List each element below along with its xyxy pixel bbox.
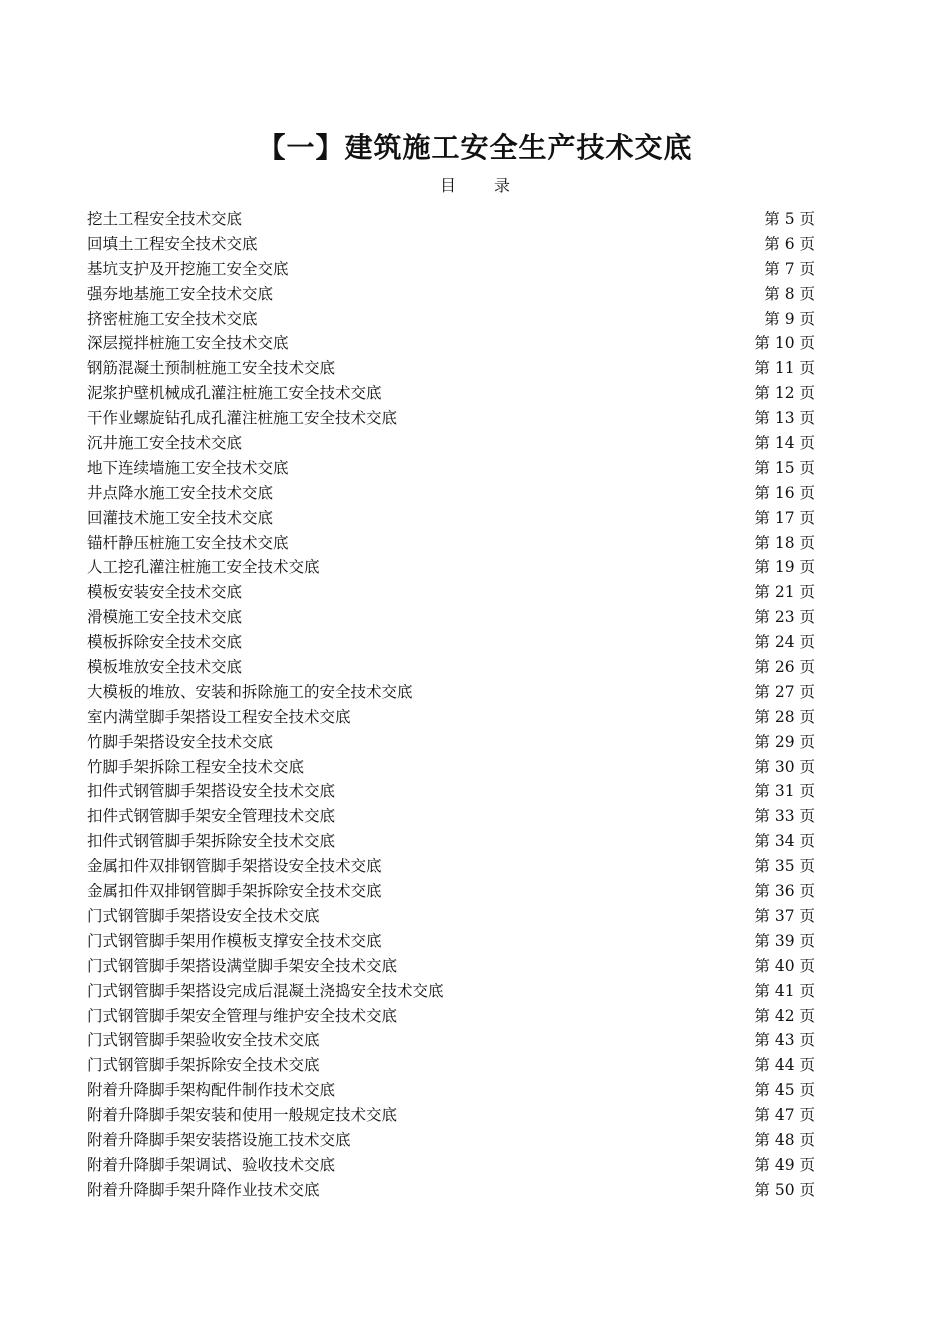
toc-entry-title: 人工挖孔灌注桩施工安全技术交底: [87, 558, 320, 577]
toc-entry-page: 第 28 页: [754, 707, 815, 726]
toc-entry-title: 挖土工程安全技术交底: [87, 210, 243, 228]
toc-entry[interactable]: [87, 257, 815, 282]
toc-entry-title: 沉井施工安全技术交底: [87, 434, 243, 453]
toc-entry[interactable]: [87, 1028, 815, 1053]
toc-entry[interactable]: [87, 506, 815, 531]
toc-heading-left: 目: [439, 176, 456, 195]
toc-entry-page: 第 15 页: [754, 458, 815, 477]
toc-entry-page: 第 47 页: [754, 1106, 815, 1125]
toc-entry-page: 第 17 页: [754, 508, 815, 527]
toc-entry-title: 大模板的堆放、安装和拆除施工的安全技术交底: [87, 682, 413, 701]
toc-entry[interactable]: [87, 207, 815, 232]
toc-entry-title: 模板拆除安全技术交底: [87, 633, 243, 652]
toc-entry[interactable]: [87, 1128, 815, 1153]
toc-entry[interactable]: [87, 804, 815, 829]
toc-entry[interactable]: [87, 381, 815, 406]
toc-entry-page: 第 45 页: [754, 1081, 815, 1100]
toc-entry-title: 回填土工程安全技术交底: [87, 234, 258, 253]
toc-entry-title: 模板安装安全技术交底: [87, 583, 243, 602]
toc-entry-page: 第 27 页: [754, 682, 815, 701]
toc-entry[interactable]: [87, 1103, 815, 1128]
toc-heading-right: 录: [494, 176, 511, 195]
toc-entry[interactable]: [87, 406, 815, 431]
toc-entry-page: 第 48 页: [754, 1130, 815, 1149]
toc-entry-page: 第 33 页: [754, 807, 815, 826]
toc-entry[interactable]: [87, 979, 815, 1004]
toc-entry-title: 深层搅拌桩施工安全技术交底: [87, 334, 289, 353]
toc-entry[interactable]: [87, 356, 815, 381]
toc-entry-title: 扣件式钢管脚手架拆除安全技术交底: [87, 832, 336, 851]
toc-entry-title: 钢筋混凝土预制桩施工安全技术交底: [87, 359, 336, 378]
toc-entry-page: 第 40 页: [754, 956, 815, 975]
toc-entry-page: 第 21 页: [754, 583, 815, 602]
toc-entry-title: 门式钢管脚手架验收安全技术交底: [87, 1031, 320, 1050]
toc-entry-title: 门式钢管脚手架安全管理与维护安全技术交底: [87, 1006, 398, 1025]
toc-entry-title: 竹脚手架拆除工程安全技术交底: [87, 757, 305, 776]
toc-entry-title: 门式钢管脚手架用作模板支撑安全技术交底: [87, 931, 382, 950]
toc-entry-title: 扣件式钢管脚手架搭设安全技术交底: [87, 782, 336, 801]
toc-entry[interactable]: [87, 730, 815, 755]
toc-entry-page: 第 16 页: [754, 483, 815, 502]
toc-list: [87, 207, 815, 1203]
toc-entry-page: 第 8 页: [764, 284, 815, 303]
toc-entry-page: 第 5 页: [764, 210, 815, 228]
toc-entry[interactable]: [87, 630, 815, 655]
toc-entry-page: 第 44 页: [754, 1056, 815, 1075]
toc-entry-page: 第 36 页: [754, 882, 815, 901]
toc-entry-title: 地下连续墙施工安全技术交底: [87, 458, 289, 477]
toc-entry-page: 第 9 页: [764, 309, 815, 328]
toc-entry-page: 第 41 页: [754, 981, 815, 1000]
toc-entry[interactable]: [87, 1078, 815, 1103]
toc-entry-title: 强夯地基施工安全技术交底: [87, 284, 274, 303]
toc-entry-title: 附着升降脚手架调试、验收技术交底: [87, 1155, 336, 1174]
toc-entry-page: 第 7 页: [764, 259, 815, 278]
toc-entry-title: 井点降水施工安全技术交底: [87, 483, 274, 502]
toc-entry-page: 第 26 页: [754, 658, 815, 677]
toc-entry-page: 第 6 页: [764, 234, 815, 253]
toc-entry-title: 门式钢管脚手架搭设安全技术交底: [87, 906, 320, 925]
toc-entry[interactable]: [87, 580, 815, 605]
toc-entry-title: 基坑支护及开挖施工安全交底: [87, 259, 289, 278]
toc-entry-title: 锚杆静压桩施工安全技术交底: [87, 533, 289, 552]
toc-entry[interactable]: [87, 680, 815, 705]
toc-entry-page: 第 43 页: [754, 1031, 815, 1050]
toc-entry-page: 第 42 页: [754, 1006, 815, 1025]
toc-entry-page: 第 35 页: [754, 857, 815, 876]
toc-entry[interactable]: [87, 431, 815, 456]
toc-entry-page: 第 29 页: [754, 732, 815, 751]
toc-entry[interactable]: [87, 904, 815, 929]
toc-entry-page: 第 14 页: [754, 434, 815, 453]
toc-entry-title: 附着升降脚手架安装搭设施工技术交底: [87, 1130, 351, 1149]
toc-entry-page: 第 30 页: [754, 757, 815, 776]
toc-heading: [0, 174, 950, 198]
toc-entry-title: 附着升降脚手架升降作业技术交底: [87, 1180, 320, 1199]
toc-entry[interactable]: [87, 954, 815, 979]
toc-entry-title: 附着升降脚手架安装和使用一般规定技术交底: [87, 1106, 398, 1125]
toc-entry[interactable]: [87, 829, 815, 854]
toc-entry[interactable]: [87, 779, 815, 804]
toc-entry-title: 门式钢管脚手架搭设完成后混凝土浇捣安全技术交底: [87, 981, 444, 1000]
toc-entry-title: 附着升降脚手架构配件制作技术交底: [87, 1081, 336, 1100]
toc-entry-page: 第 50 页: [754, 1180, 815, 1199]
toc-entry[interactable]: [87, 854, 815, 879]
toc-entry-page: 第 12 页: [754, 384, 815, 403]
toc-entry[interactable]: [87, 307, 815, 332]
toc-entry-page: 第 24 页: [754, 633, 815, 652]
toc-entry-page: 第 23 页: [754, 608, 815, 627]
toc-entry[interactable]: [87, 1053, 815, 1078]
toc-entry[interactable]: [87, 456, 815, 481]
toc-entry-title: 扣件式钢管脚手架安全管理技术交底: [87, 807, 336, 826]
toc-entry-page: 第 10 页: [754, 334, 815, 353]
toc-entry-page: 第 39 页: [754, 931, 815, 950]
toc-entry[interactable]: [87, 655, 815, 680]
toc-entry-title: 门式钢管脚手架拆除安全技术交底: [87, 1056, 320, 1075]
toc-entry-page: 第 34 页: [754, 832, 815, 851]
toc-entry[interactable]: [87, 282, 815, 307]
toc-entry[interactable]: [87, 232, 815, 257]
toc-entry[interactable]: [87, 481, 815, 506]
toc-entry-title: 门式钢管脚手架搭设满堂脚手架安全技术交底: [87, 956, 398, 975]
toc-entry-title: 回灌技术施工安全技术交底: [87, 508, 274, 527]
document-title: 【一】建筑施工安全生产技术交底: [257, 131, 693, 164]
toc-entry-title: 挤密桩施工安全技术交底: [87, 309, 258, 328]
toc-entry[interactable]: [87, 531, 815, 556]
toc-entry[interactable]: [87, 331, 815, 356]
toc-entry[interactable]: [87, 929, 815, 954]
toc-entry-title: 金属扣件双排钢管脚手架搭设安全技术交底: [87, 857, 382, 876]
toc-entry-title: 滑模施工安全技术交底: [87, 608, 243, 627]
toc-entry-title: 金属扣件双排钢管脚手架拆除安全技术交底: [87, 882, 382, 901]
toc-entry-page: 第 19 页: [754, 558, 815, 577]
toc-entry[interactable]: [87, 879, 815, 904]
toc-entry[interactable]: [87, 1004, 815, 1029]
toc-entry-title: 泥浆护壁机械成孔灌注桩施工安全技术交底: [87, 384, 382, 403]
toc-entry-page: 第 37 页: [754, 906, 815, 925]
toc-entry-title: 模板堆放安全技术交底: [87, 658, 243, 677]
toc-entry-title: 竹脚手架搭设安全技术交底: [87, 732, 274, 751]
toc-entry[interactable]: [87, 705, 815, 730]
toc-entry[interactable]: [87, 1153, 815, 1178]
toc-entry-title: 室内满堂脚手架搭设工程安全技术交底: [87, 707, 351, 726]
toc-entry[interactable]: [87, 555, 815, 580]
toc-entry-page: 第 11 页: [754, 359, 815, 378]
toc-entry-title: 干作业螺旋钻孔成孔灌注桩施工安全技术交底: [87, 409, 398, 428]
toc-entry[interactable]: [87, 605, 815, 630]
toc-entry[interactable]: [87, 755, 815, 780]
toc-entry[interactable]: [87, 1178, 815, 1203]
toc-entry-page: 第 18 页: [754, 533, 815, 552]
toc-entry-page: 第 13 页: [754, 409, 815, 428]
toc-entry-page: 第 49 页: [754, 1155, 815, 1174]
toc-entry-page: 第 31 页: [754, 782, 815, 801]
